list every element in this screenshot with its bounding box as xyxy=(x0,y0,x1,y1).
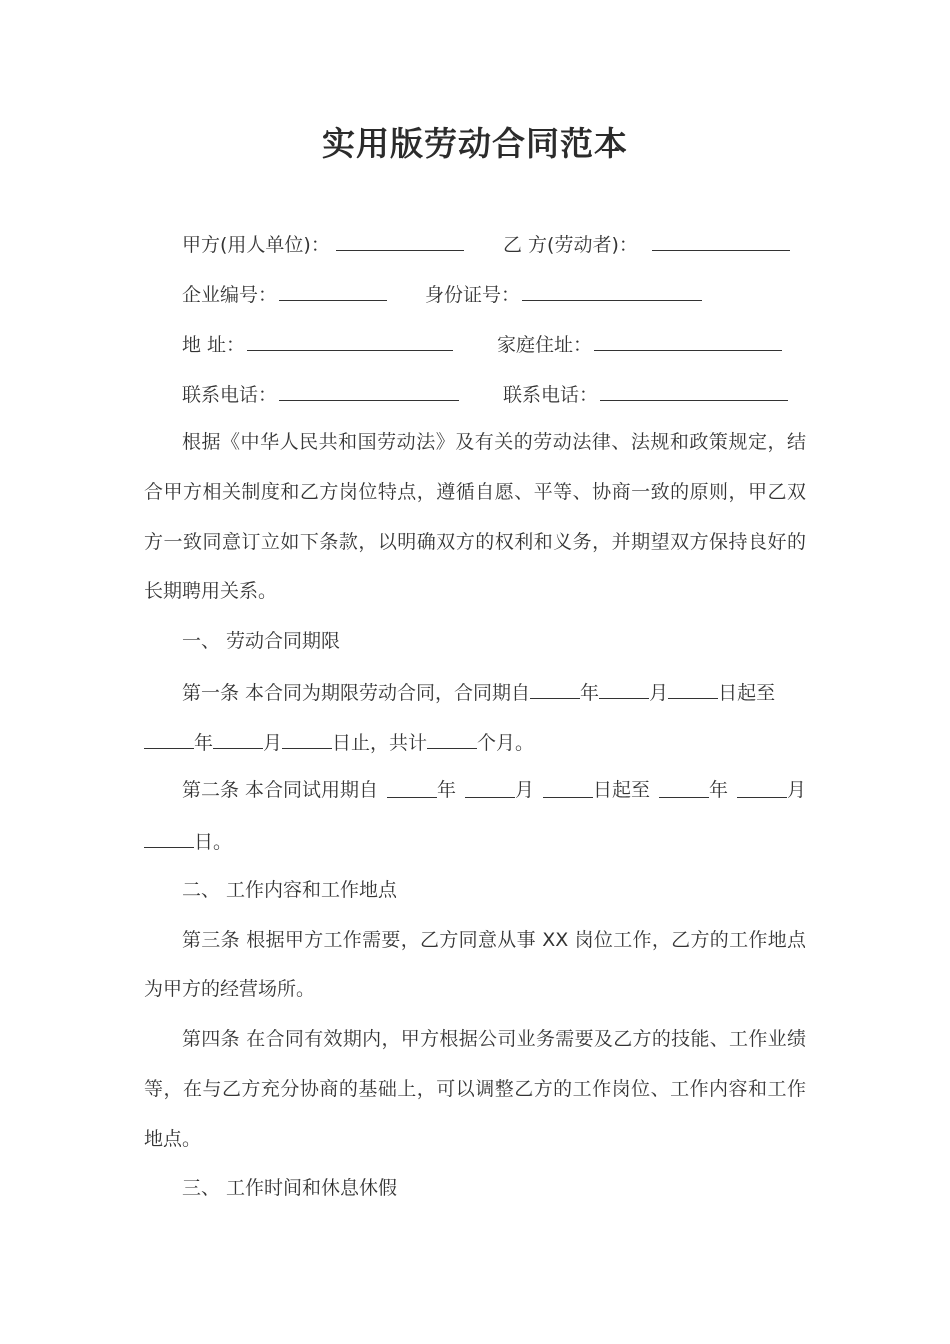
company-no-blank xyxy=(279,280,387,301)
year-label: 年 xyxy=(437,779,457,801)
section-heading-3: 三、 工作时间和休息休假 xyxy=(182,1177,398,1199)
phone-left-field xyxy=(182,380,459,408)
blank xyxy=(530,678,580,699)
article-1-prefix: 第一条 本合同为期限劳动合同，合同期自 xyxy=(182,682,531,704)
address-field xyxy=(182,330,453,358)
section-heading-2: 二、 工作内容和工作地点 xyxy=(182,879,398,901)
address-blank xyxy=(247,330,453,351)
home-address-label: 家庭住址： xyxy=(497,334,593,356)
year-label: 年 xyxy=(708,779,728,801)
blank xyxy=(659,777,709,798)
blank xyxy=(144,728,194,749)
preamble-line-4: 长期聘用关系。 xyxy=(144,580,278,602)
blank xyxy=(543,777,593,798)
blank xyxy=(465,777,515,798)
article-1-line-1 xyxy=(182,678,775,706)
section-heading-1: 一、 劳动合同期限 xyxy=(182,630,341,652)
blank xyxy=(144,827,194,848)
blank xyxy=(599,678,649,699)
document-title: 实用版劳动合同范本 xyxy=(322,124,628,163)
preamble-line-3: 方一致同意订立如下条款，以明确双方的权利和义务，并期望双方保持良好的 xyxy=(144,531,806,553)
preamble-line-1: 根据《中华人民共和国劳动法》及有关的劳动法律、法规和政策规定，结 xyxy=(182,431,806,453)
employer-blank xyxy=(336,230,464,251)
blank xyxy=(213,728,263,749)
home-address-blank xyxy=(594,330,782,351)
phone-left-blank xyxy=(279,380,459,401)
id-no-field xyxy=(425,280,702,308)
company-no-field xyxy=(182,280,387,308)
day-start-label: 日起至 xyxy=(592,779,650,801)
employee-label: 乙 方(劳动者)： xyxy=(503,234,638,256)
phone-right-blank xyxy=(600,380,788,401)
year-label: 年 xyxy=(194,732,214,754)
home-address-field xyxy=(497,330,782,358)
phone-right-field xyxy=(503,380,788,408)
blank xyxy=(387,777,437,798)
article-2-line-2 xyxy=(144,827,232,855)
day-end-label: 日止，共计 xyxy=(332,732,428,754)
id-no-blank xyxy=(522,280,702,301)
month-label: 月 xyxy=(649,682,669,704)
id-no-label: 身份证号： xyxy=(425,284,521,306)
phone-left-label: 联系电话： xyxy=(182,384,278,406)
employer-field xyxy=(182,230,464,258)
article-3-line-2: 为甲方的经营场所。 xyxy=(144,978,316,1000)
blank xyxy=(427,728,477,749)
company-no-label: 企业编号： xyxy=(182,284,278,306)
article-2-line-1 xyxy=(182,777,806,803)
year-label: 年 xyxy=(580,682,600,704)
address-label: 地 址： xyxy=(182,334,246,356)
phone-right-label: 联系电话： xyxy=(503,384,599,406)
month-label: 月 xyxy=(786,779,806,801)
article-1-line-2 xyxy=(144,728,534,756)
employee-field xyxy=(503,230,790,258)
article-3-line-1: 第三条 根据甲方工作需要，乙方同意从事 XX 岗位工作，乙方的工作地点 xyxy=(182,929,806,951)
employee-blank xyxy=(652,230,790,251)
preamble-line-2: 合甲方相关制度和乙方岗位特点，遵循自愿、平等、协商一致的原则，甲乙双 xyxy=(144,481,806,503)
employer-label: 甲方(用人单位)： xyxy=(182,234,330,256)
article-4-line-3: 地点。 xyxy=(144,1128,202,1150)
article-2-prefix: 第二条 本合同试用期自 xyxy=(182,779,379,801)
day-end-label: 日。 xyxy=(194,831,233,853)
blank xyxy=(668,678,718,699)
blank xyxy=(737,777,787,798)
article-4-line-2: 等，在与乙方充分协商的基础上，可以调整乙方的工作岗位、工作内容和工作 xyxy=(144,1078,806,1100)
article-4-line-1: 第四条 在合同有效期内，甲方根据公司业务需要及乙方的技能、工作业绩 xyxy=(182,1028,806,1050)
months-label: 个月。 xyxy=(477,732,535,754)
day-start-label: 日起至 xyxy=(718,682,776,704)
month-label: 月 xyxy=(263,732,283,754)
blank xyxy=(282,728,332,749)
month-label: 月 xyxy=(515,779,535,801)
